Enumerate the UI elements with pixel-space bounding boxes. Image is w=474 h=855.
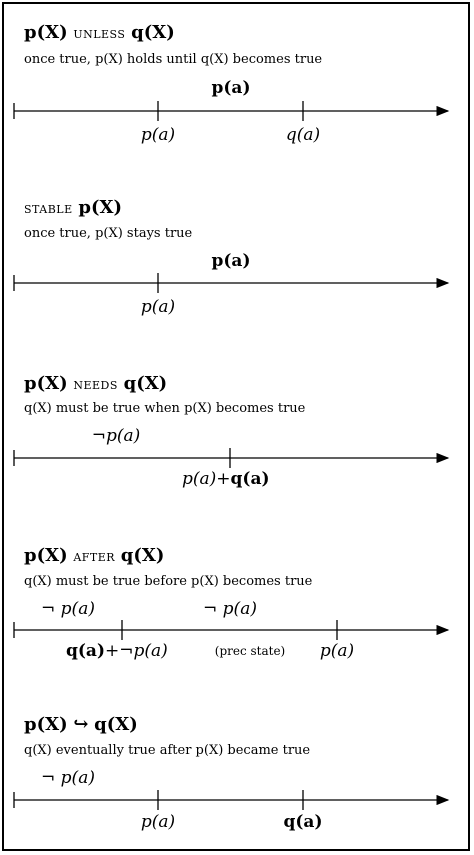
eventually-q-label: q(a) xyxy=(283,812,323,832)
after-prec-state-label: (prec state) xyxy=(214,644,286,658)
after-subtitle: q(X) must be true before p(X) becomes true xyxy=(24,574,313,589)
timeline-eventually xyxy=(14,790,448,810)
needs-pq-label: p(a)+q(a) xyxy=(182,469,270,489)
after-title: p(X) after q(X) xyxy=(24,545,165,566)
timeline-needs xyxy=(14,448,448,468)
stable-title: stable p(X) xyxy=(24,197,122,218)
stable-subtitle: once true, p(X) stays true xyxy=(24,226,193,241)
unless-subtitle: once true, p(X) holds until q(X) becomes true xyxy=(24,52,323,67)
after-not-p-label-2: ¬ p(a) xyxy=(203,599,257,619)
timeline-stable xyxy=(14,273,448,293)
unless-interval-label: p(a) xyxy=(211,78,251,98)
timeline-unless xyxy=(14,101,448,121)
stable-interval-label: p(a) xyxy=(211,251,251,271)
eventually-title: p(X) ↪ q(X) xyxy=(24,714,138,735)
unless-title: p(X) unless q(X) xyxy=(24,22,175,43)
eventually-not-p-label: ¬ p(a) xyxy=(41,768,95,788)
unless-q-label: q(a) xyxy=(285,125,321,145)
needs-title: p(X) needs q(X) xyxy=(24,373,168,394)
needs-subtitle: q(X) must be true when p(X) becomes true xyxy=(24,401,306,416)
unless-p-label: p(a) xyxy=(140,125,176,145)
after-q-label: q(a)+¬p(a) xyxy=(66,641,168,661)
after-not-p-label-1: ¬ p(a) xyxy=(41,599,95,619)
needs-not-p-label: ¬p(a) xyxy=(91,426,141,446)
eventually-p-label: p(a) xyxy=(140,812,176,832)
stable-p-label: p(a) xyxy=(140,297,176,317)
eventually-subtitle: q(X) eventually true after p(X) became true xyxy=(24,743,311,758)
after-p-label: p(a) xyxy=(319,641,355,661)
timeline-after xyxy=(14,620,448,640)
